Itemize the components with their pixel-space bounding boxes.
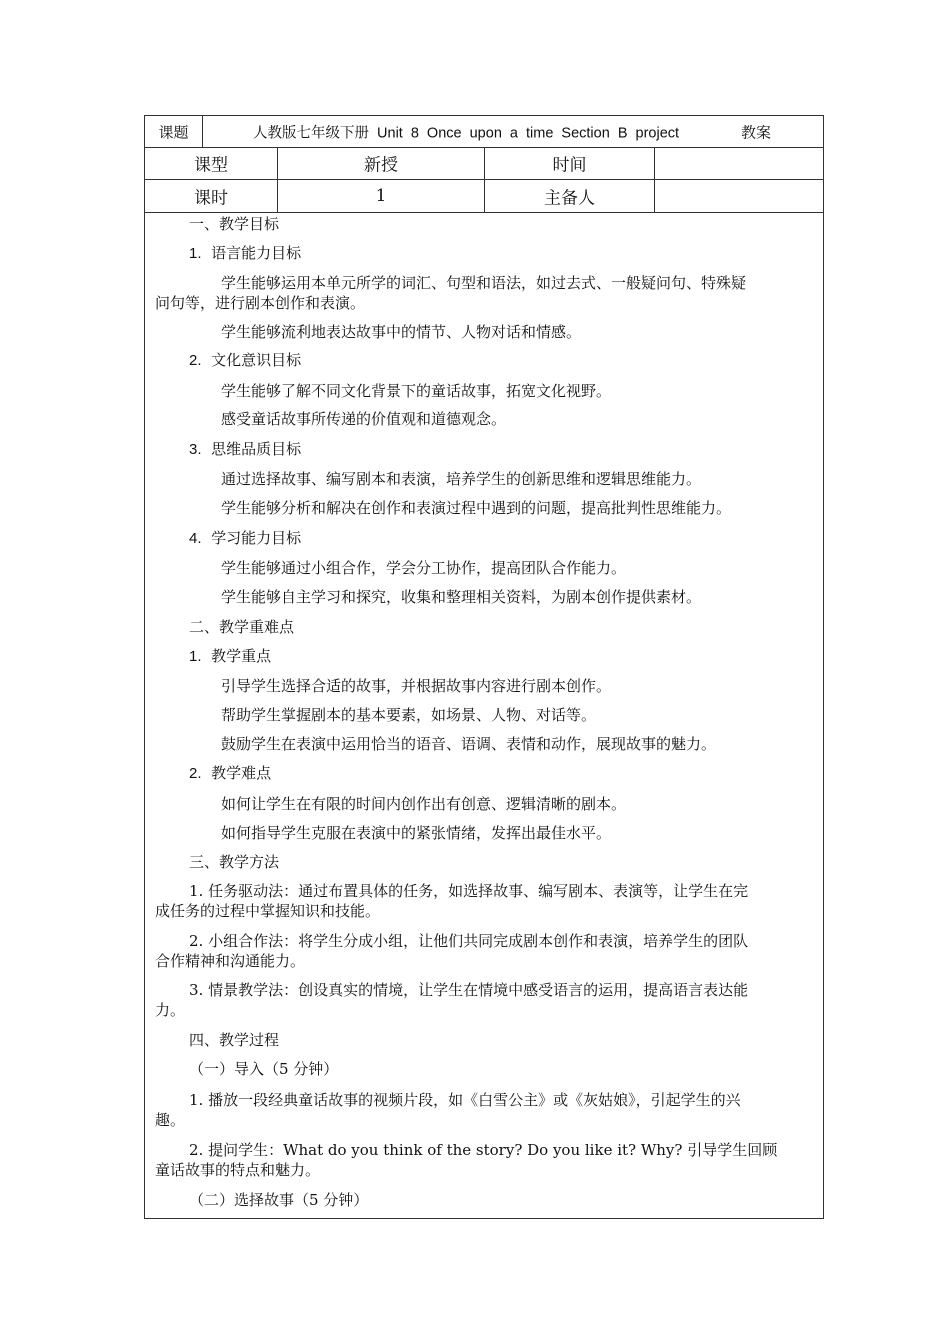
item-number: 2. [189, 352, 202, 369]
paragraph: 学生能够了解不同文化背景下的童话故事，拓宽文化视野。 [221, 382, 612, 400]
paragraph: 如何让学生在有限的时间内创作出有创意、逻辑清晰的剧本。 [221, 795, 627, 813]
topic-value-cell [203, 116, 823, 147]
activity-item-continuation: 童话故事的特点和魅力。 [155, 1161, 321, 1179]
section-teaching-methods: 三、教学方法 [189, 853, 280, 871]
item-title: 文化意识目标 [211, 351, 302, 369]
item-title: 教学难点 [211, 764, 272, 782]
method-item-continuation: 成任务的过程中掌握知识和技能。 [155, 902, 381, 920]
type-value-cell [278, 147, 485, 179]
paragraph: 学生能够通过小组合作，学会分工协作，提高团队合作能力。 [221, 559, 627, 577]
content-body [145, 212, 823, 1218]
subsection-thinking-quality [189, 439, 301, 460]
paragraph: 鼓励学生在表演中运用恰当的语音、语调、表情和动作，展现故事的魅力。 [221, 735, 717, 753]
item-number: 2. [189, 765, 202, 782]
paragraph: 如何指导学生克服在表演中的紧张情绪，发挥出最佳水平。 [221, 824, 612, 842]
type-row [145, 147, 823, 180]
item-title: 思维品质目标 [211, 440, 302, 458]
preparer-label: 主备人 [544, 188, 595, 208]
item-number: 4. [189, 530, 202, 547]
paragraph: 学生能够运用本单元所学的词汇、句型和语法，如过去式、一般疑问句、特殊疑 [221, 274, 747, 292]
step-intro: （一）导入（5 分钟） [189, 1060, 339, 1078]
item-title: 学习能力目标 [211, 529, 302, 547]
type-label: 课型 [194, 155, 228, 176]
section-teaching-process: 四、教学过程 [189, 1031, 280, 1049]
time-value-cell [655, 147, 823, 179]
paragraph: 帮助学生掌握剧本的基本要素，如场景、人物、对话等。 [221, 706, 597, 724]
item-number: 1. [189, 648, 202, 665]
subsection-key-points [189, 646, 271, 667]
activity-item: 2. 提问学生：What do you think of the story? Do you like it? Why? 引导学生回顾 [189, 1141, 778, 1159]
subsection-learning-ability [189, 528, 301, 549]
time-label-cell [485, 147, 655, 179]
item-number: 3. [189, 441, 202, 458]
preparer-value-cell [655, 179, 823, 212]
section-key-difficult-points: 二、教学重难点 [189, 618, 295, 636]
hours-label-cell [145, 179, 278, 212]
topic-value: 人教版七年级下册 Unit 8 Once upon a time Section B project [253, 125, 680, 141]
paragraph: 引导学生选择合适的故事，并根据故事内容进行剧本创作。 [221, 677, 612, 695]
hours-label: 课时 [194, 188, 228, 208]
step-choose-story: （二）选择故事（5 分钟） [189, 1191, 369, 1209]
preparer-label-cell [485, 179, 655, 212]
hours-row [145, 179, 823, 213]
paragraph: 通过选择故事、编写剧本和表演，培养学生的创新思维和逻辑思维能力。 [221, 470, 702, 488]
type-label-cell [145, 147, 278, 179]
hours-value-cell [278, 179, 485, 212]
paragraph: 感受童话故事所传递的价值观和道德观念。 [221, 410, 507, 428]
item-title: 教学重点 [211, 647, 272, 665]
subsection-language-ability [189, 243, 301, 264]
method-item: 1. 任务驱动法：通过布置具体的任务，如选择故事、编写剧本、表演等，让学生在完 [189, 882, 749, 900]
subsection-difficult-points [189, 763, 271, 784]
hours-value: 1 [375, 185, 387, 206]
section-teaching-objectives: 一、教学目标 [189, 215, 280, 233]
topic-suffix: 教案 [741, 123, 772, 141]
paragraph: 学生能够流利地表达故事中的情节、人物对话和情感。 [221, 323, 582, 341]
paragraph: 学生能够分析和解决在创作和表演过程中遇到的问题，提高批判性思维能力。 [221, 499, 732, 517]
method-item: 2. 小组合作法：将学生分成小组，让他们共同完成剧本创作和表演，培养学生的团队 [189, 932, 749, 950]
topic-label-cell [145, 116, 203, 147]
method-item-continuation: 合作精神和沟通能力。 [155, 952, 306, 970]
paragraph: 学生能够自主学习和探究，收集和整理相关资料，为剧本创作提供素材。 [221, 588, 702, 606]
time-label: 时间 [552, 155, 587, 176]
item-title: 语言能力目标 [211, 244, 302, 262]
item-number: 1. [189, 245, 202, 262]
method-item: 3. 情景教学法：创设真实的情境，让学生在情境中感受语言的运用，提高语言表达能 [189, 981, 749, 999]
subsection-cultural-awareness [189, 350, 301, 371]
type-value: 新授 [364, 155, 398, 176]
topic-row [145, 116, 823, 148]
lesson-plan-table [144, 115, 824, 1219]
paragraph-continuation: 问句等，进行剧本创作和表演。 [155, 294, 366, 312]
activity-item-continuation: 趣。 [155, 1111, 186, 1129]
activity-item: 1. 播放一段经典童话故事的视频片段，如《白雪公主》或《灰姑娘》，引起学生的兴 [189, 1091, 741, 1109]
topic-label: 课题 [158, 123, 189, 141]
method-item-continuation: 力。 [155, 1001, 186, 1019]
